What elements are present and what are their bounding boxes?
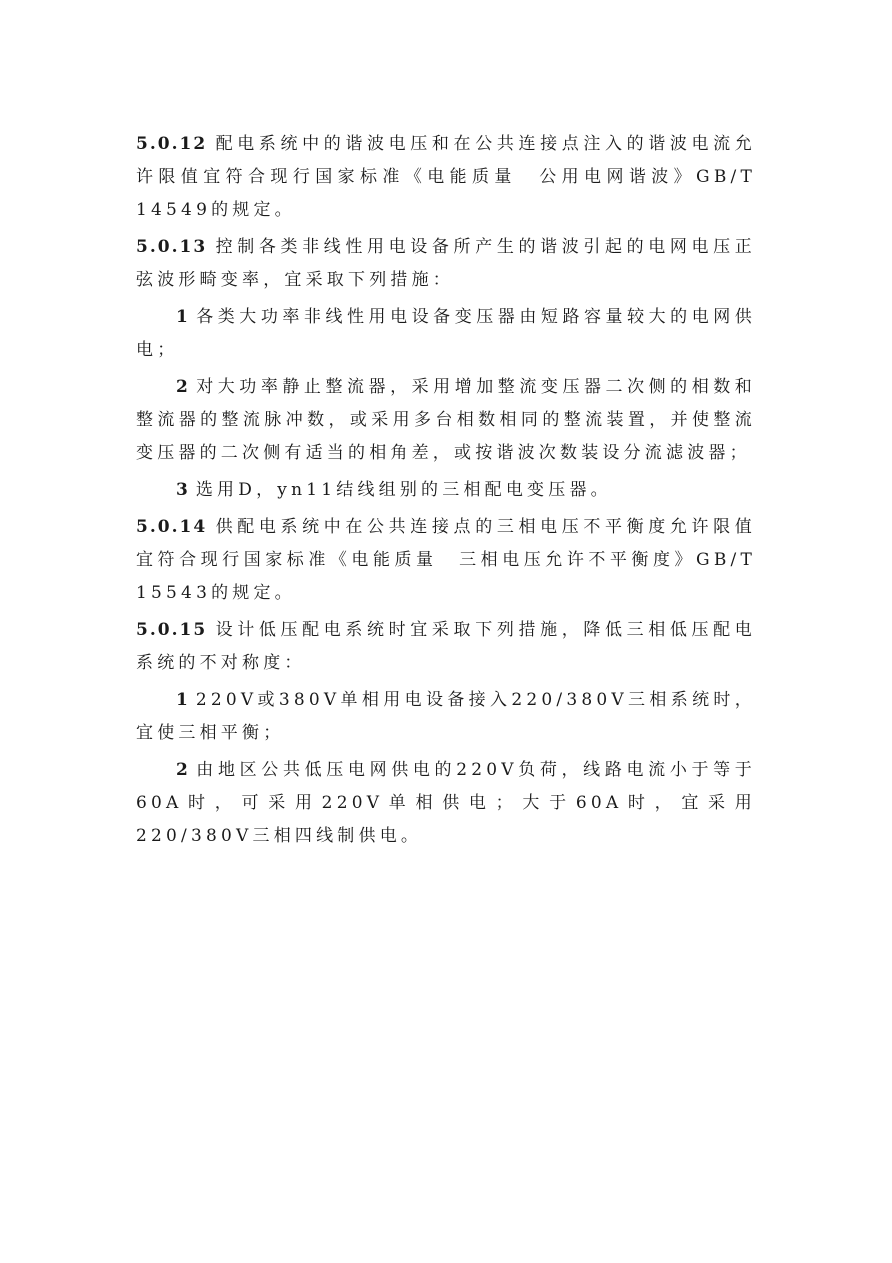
item-text: 选用D，yn11结线组别的三相配电变压器。 <box>195 480 612 500</box>
clause-number: 5.0.12 <box>136 134 208 154</box>
item-number: 1 <box>176 307 190 327</box>
clause-number: 5.0.13 <box>136 237 208 257</box>
document-body <box>136 128 756 857</box>
list-item <box>136 684 756 750</box>
list-item <box>136 301 756 367</box>
clause-text: 供配电系统中在公共连接点的三相电压不平衡度允许限值宜符合现行国家标准《电能质量 三相电压允许不平衡度》GB/T 15543的规定。 <box>136 517 756 603</box>
clause-text: 控制各类非线性用电设备所产生的谐波引起的电网电压正弦波形畸变率，宜采取下列措施： <box>136 237 756 290</box>
item-text: 由地区公共低压电网供电的220V负荷，线路电流小于等于60A时，可采用220V单相供电；大于60A时，宜采用220/380V三相四线制供电。 <box>136 760 756 846</box>
list-item <box>136 371 756 470</box>
clause-number: 5.0.15 <box>136 620 208 640</box>
clause-5-0-15 <box>136 614 756 680</box>
item-text: 220V或380V单相用电设备接入220/380V三相系统时，宜使三相平衡； <box>136 690 756 743</box>
item-number: 2 <box>176 760 190 780</box>
list-item <box>136 474 756 507</box>
clause-5-0-13 <box>136 231 756 297</box>
item-number: 1 <box>176 690 190 710</box>
clause-number: 5.0.14 <box>136 517 208 537</box>
item-number: 3 <box>176 480 190 500</box>
item-number: 2 <box>176 377 190 397</box>
clause-text: 配电系统中的谐波电压和在公共连接点注入的谐波电流允许限值宜符合现行国家标准《电能质量 公用电网谐波》GB/T 14549的规定。 <box>136 134 756 220</box>
clause-5-0-14 <box>136 511 756 610</box>
item-text: 对大功率静止整流器，采用增加整流变压器二次侧的相数和整流器的整流脉冲数，或采用多台相数相同的整流装置，并使整流变压器的二次侧有适当的相角差，或按谐波次数装设分流滤波器； <box>136 377 756 463</box>
item-text: 各类大功率非线性用电设备变压器由短路容量较大的电网供电； <box>136 307 756 360</box>
list-item <box>136 754 756 853</box>
clause-5-0-12 <box>136 128 756 227</box>
clause-text: 设计低压配电系统时宜采取下列措施，降低三相低压配电系统的不对称度： <box>136 620 756 673</box>
